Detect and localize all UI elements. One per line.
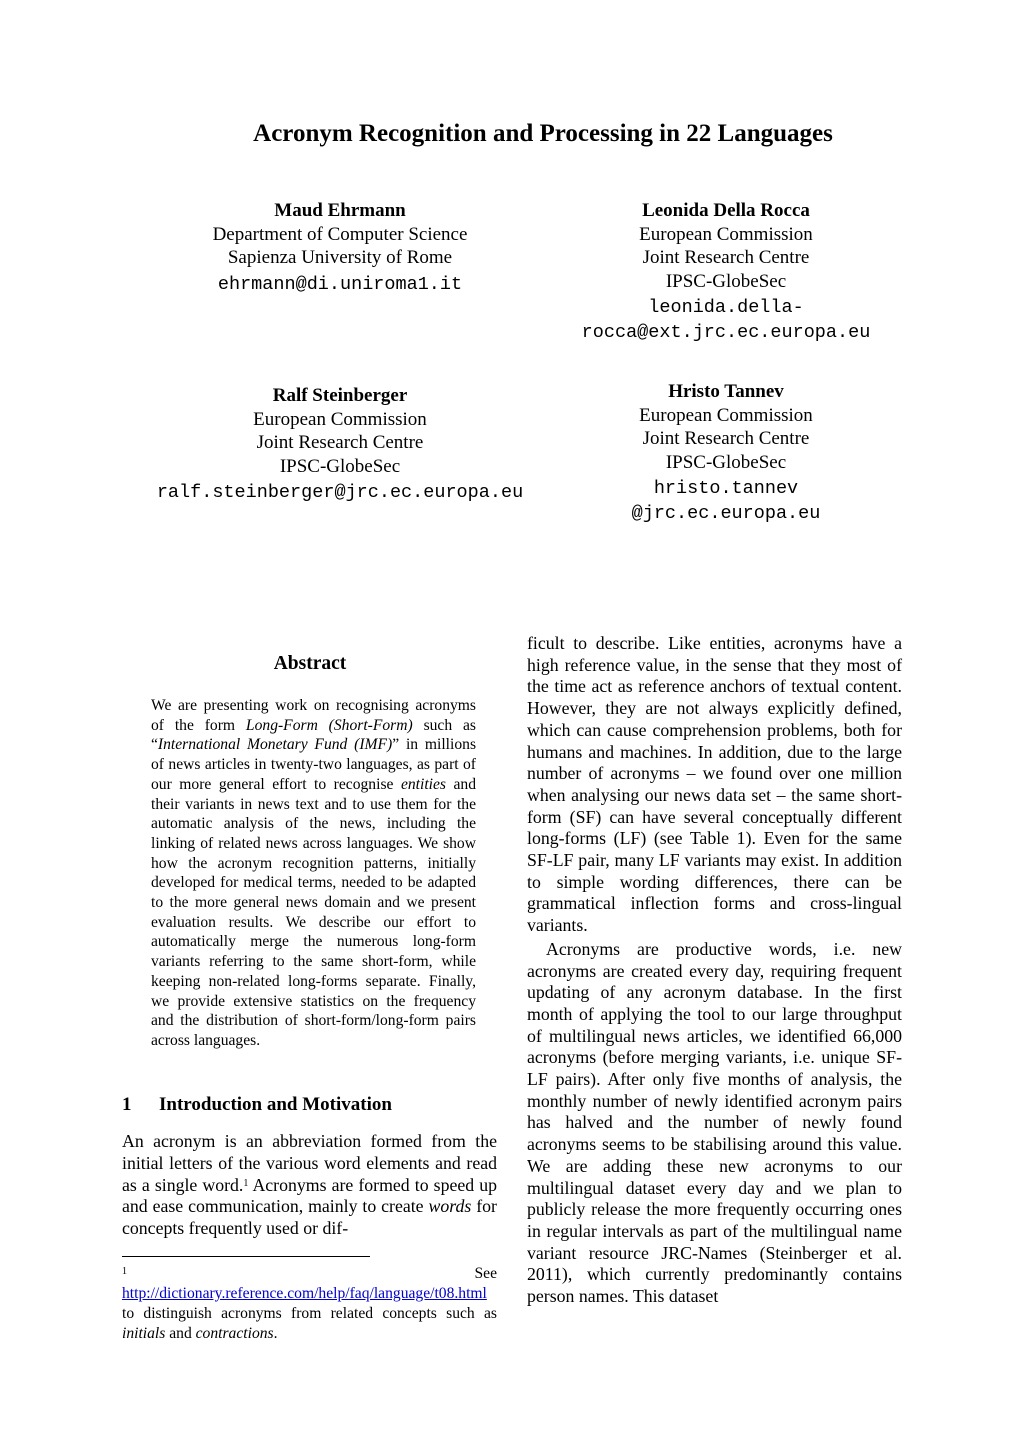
body-paragraph: Acronyms are productive words, i.e. new acronyms are created every day, requiring frequent updating of any acronym database. In the first month of applying the tool to our large throughput of multilingual news articles, we identified 66,000 acronyms (before merging variants, i.e. unique SF-LF pairs). After only five months of analysis, the monthly number of newly identified acronym pairs has halved and the number of newly found acronyms seems to be stabilising around this value. We are adding these new acronyms to our multilingual dataset every day and we plan to publicly release the more frequently occurring ones in regular intervals as part of the multilingual name variant resource JRC-Names (Steinberger et al. 2011), which currently predominantly contains person names. This dataset — [527, 938, 902, 1307]
author-name: Maud Ehrmann — [274, 200, 406, 221]
section-title: Introduction and Motivation — [159, 1094, 392, 1115]
author-affiliation: IPSC-GlobeSec — [665, 270, 787, 292]
abstract-text: We are presenting work on recognising acronyms of the form Long-Form (Short-Form) such as “International Monetary Fund (IMF)” in millions of news articles in twenty-two languages, as part of our more general effort to recognise entities and their variants in news text and to use them for the automatic analysis of the news, including the linking of related news across languages. We show how the acronym recognition patterns, initially developed for medical terms, needed to be adapted to the more general news domain and we present evaluation results. We describe our effort to automatically merge the numerous long-form variants referring to the same short-form, while keeping non-related long-forms separate. Finally, we provide extensive statistics on the frequency and the distribution of short-form/long-form pairs across languages. — [151, 697, 477, 1049]
abstract-heading: Abstract — [273, 653, 347, 674]
author-block — [120, 384, 560, 505]
footnote-divider — [122, 1256, 370, 1257]
author-email: rocca@ext.jrc.ec.europa.eu — [581, 322, 871, 343]
author-name: Hristo Tannev — [668, 381, 784, 402]
footnote-marker: 1 — [243, 1177, 249, 1189]
footnote: $^1$ See http://dictionary.reference.com/help/faq/language/t08.html to distinguish acronyms from related concepts such as initials and contractions. — [122, 1265, 497, 1342]
author-email: hristo.tannev — [653, 478, 799, 499]
author-block — [540, 199, 912, 345]
author-affiliation: Joint Research Centre — [642, 247, 810, 268]
author-affiliation: Sapienza University of Rome — [227, 247, 453, 268]
author-affiliation: Joint Research Centre — [642, 428, 810, 449]
author-email: leonida.della- — [648, 297, 804, 318]
author-affiliation: European Commission — [253, 408, 427, 430]
author-email: ehrmann@di.uniroma1.it — [217, 273, 463, 295]
section-heading — [122, 1094, 392, 1116]
body-paragraph: ficult to describe. Like entities, acronyms have a high reference value, in the sense that they most of the time act as reference anchors of textual content. However, they are not always explicitly defined, which can cause comprehension problems, both for humans and machines. In addition, due to the large number of acronyms – we found over one million when analysing our news data set – the same short-form (SF) can have several conceptually different long-forms (LF) (see Table 1). Even for the same SF-LF pair, many LF variants may exist. In addition to simple wording differences, there can be grammatical inflection forms and cross-lingual variants. — [527, 633, 902, 936]
right-column — [527, 633, 902, 1308]
author-affiliation: Joint Research Centre — [256, 432, 424, 453]
intro-paragraph: An acronym is an abbreviation formed from the initial letters of the various word elements and read as a single word.$^1$ Acronyms are formed to speed up and ease communication, mainly to create words for concepts frequently used or dif- — [122, 1131, 497, 1239]
footnote-link[interactable]: http://dictionary.reference.com/help/faq/language/t08.html — [122, 1285, 487, 1302]
author-affiliation: IPSC-GlobeSec — [279, 455, 401, 477]
author-email: ralf.steinberger@jrc.ec.europa.eu — [156, 482, 524, 503]
section-number: 1 — [122, 1094, 132, 1115]
author-block — [540, 380, 912, 526]
author-affiliation: IPSC-GlobeSec — [665, 451, 787, 473]
paper-title: Acronym Recognition and Processing in 22 Languages — [253, 120, 833, 147]
author-name: Leonida Della Rocca — [642, 200, 810, 221]
author-affiliation: Department of Computer Science — [212, 223, 468, 245]
author-block — [130, 199, 550, 297]
author-name: Ralf Steinberger — [272, 385, 408, 406]
author-affiliation: European Commission — [639, 223, 813, 245]
author-email: @jrc.ec.europa.eu — [631, 503, 821, 524]
author-affiliation: European Commission — [639, 404, 813, 426]
